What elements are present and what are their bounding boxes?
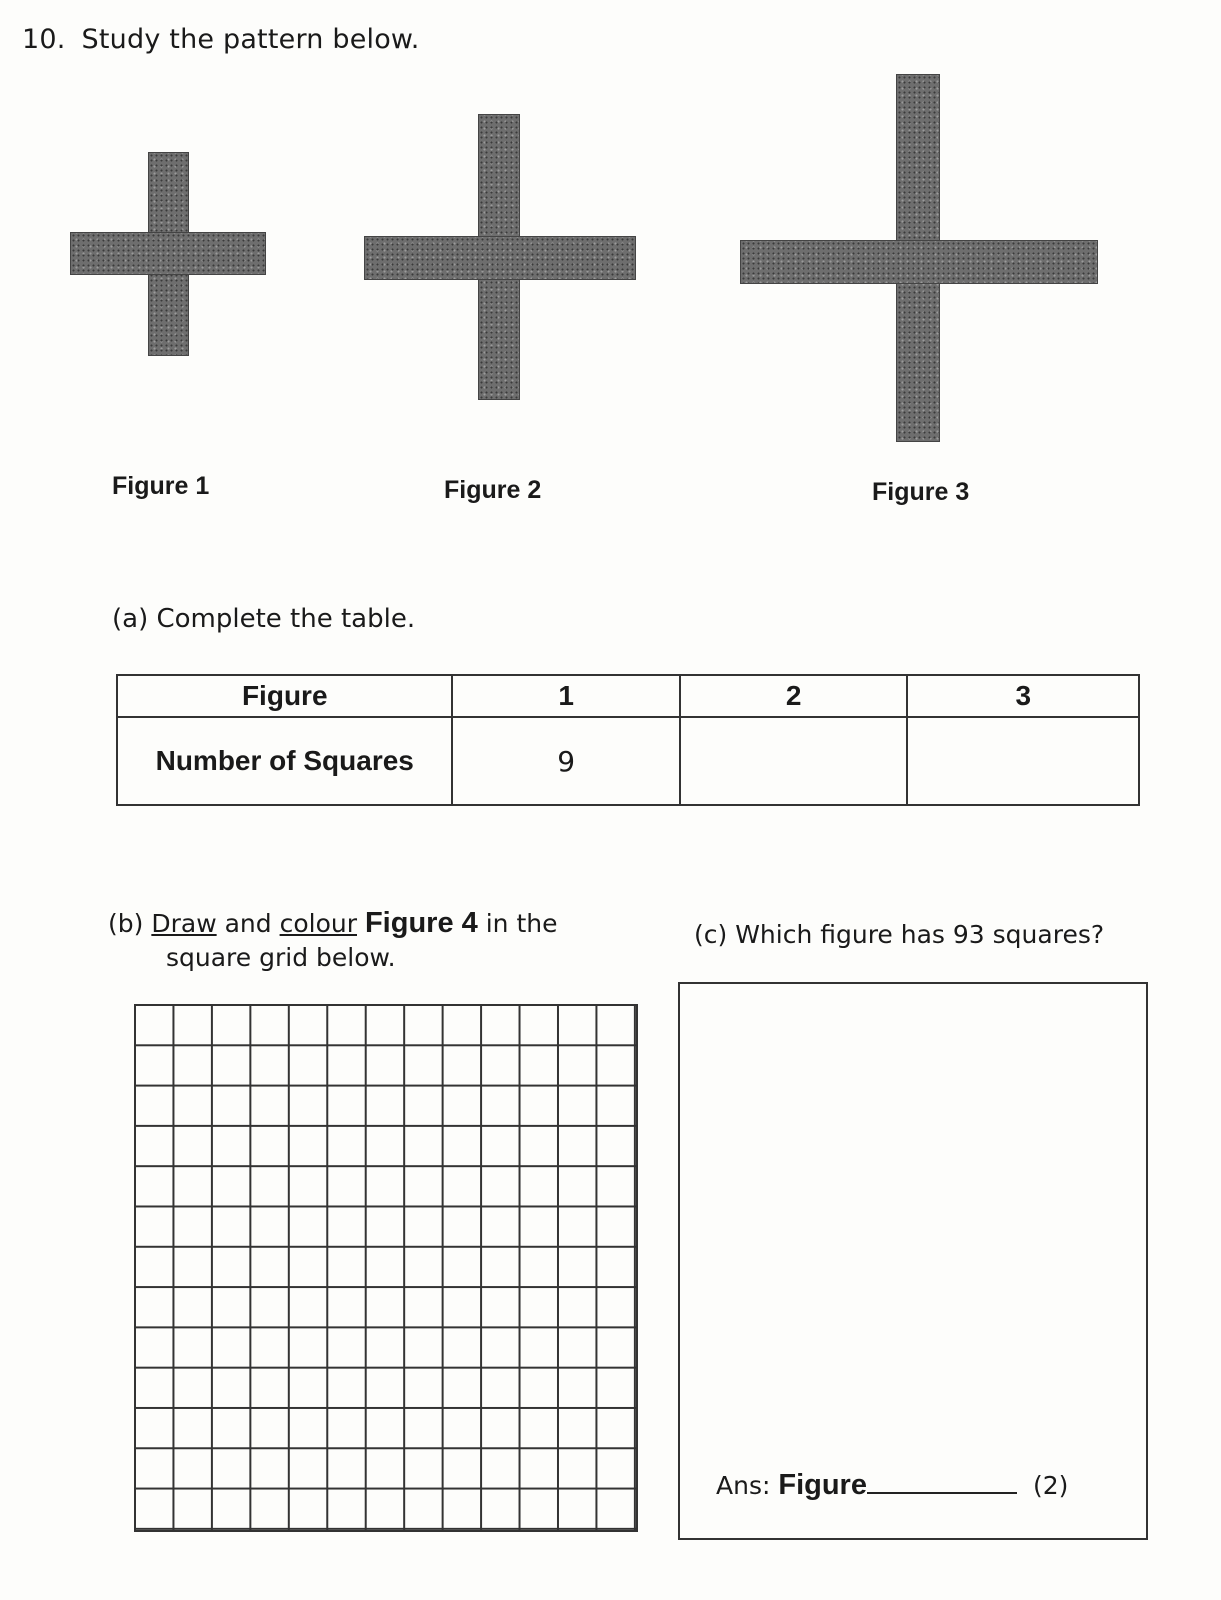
table-row-squares (117, 717, 1139, 805)
table-header-squares: Number of Squares (117, 717, 452, 805)
part-b-prefix: (b) (108, 909, 144, 938)
figure-2-label: Figure 2 (444, 476, 542, 504)
table-cell-figure-3: 3 (907, 675, 1139, 717)
part-b-in-the: in the (485, 909, 558, 938)
figure-1-label: Figure 1 (112, 472, 210, 500)
question-number: 10. (22, 24, 66, 55)
table-cell-figure-1: 1 (452, 675, 680, 717)
table-row-figure (117, 675, 1139, 717)
answer-line (716, 1469, 1068, 1502)
figure-3-horizontal-bar (740, 240, 1098, 284)
part-b-and: and (224, 909, 272, 938)
part-a-instruction: (a) Complete the table. (112, 604, 416, 634)
part-b-instruction (108, 906, 557, 975)
working-box[interactable] (678, 982, 1148, 1540)
answer-marks: (2) (1032, 1471, 1069, 1500)
figure-1-horizontal-bar (70, 232, 266, 275)
part-c-question: (c) Which figure has 93 squares? (694, 920, 1105, 949)
answer-table (116, 674, 1140, 806)
answer-label: Ans: (716, 1471, 771, 1500)
part-b-colour: colour (279, 909, 357, 938)
square-grid[interactable] (134, 1004, 638, 1532)
question-prompt: Study the pattern below. (81, 24, 420, 55)
answer-figure-word: Figure (778, 1469, 867, 1501)
table-cell-squares-2[interactable] (680, 717, 908, 805)
table-cell-squares-3[interactable] (907, 717, 1139, 805)
table-cell-figure-2: 2 (680, 675, 908, 717)
figure-3-label: Figure 3 (872, 478, 970, 506)
answer-blank[interactable] (867, 1490, 1017, 1494)
question-title (22, 24, 420, 55)
table-cell-squares-1: 9 (452, 717, 680, 805)
part-b-figure-4: Figure 4 (364, 907, 478, 939)
table-header-figure: Figure (117, 675, 452, 717)
part-b-draw: Draw (151, 909, 217, 938)
figure-2-horizontal-bar (364, 236, 636, 280)
part-b-line-2: square grid below. (166, 943, 396, 972)
